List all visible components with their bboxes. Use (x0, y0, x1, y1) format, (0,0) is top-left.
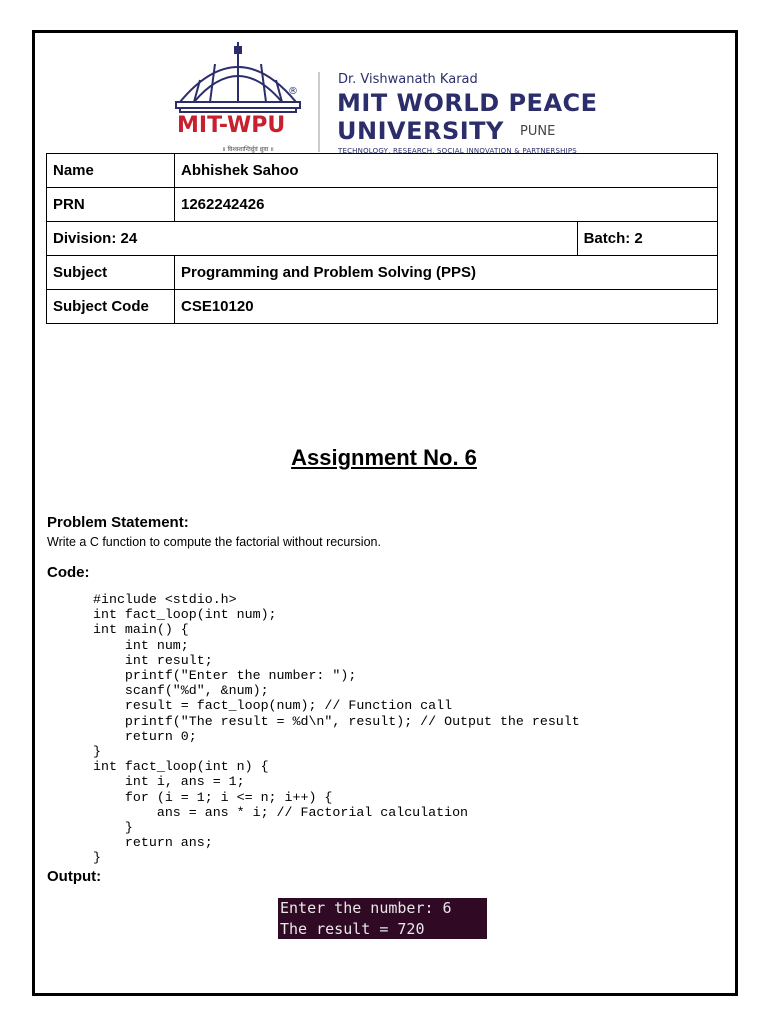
university-name-line2: UNIVERSITY (337, 117, 504, 145)
batch-cell: Batch: 2 (577, 222, 717, 256)
division-cell: Division: 24 (47, 222, 578, 256)
university-city: PUNE (520, 124, 556, 139)
subject-label: Subject (47, 256, 175, 290)
name-value: Abhishek Sahoo (175, 154, 718, 188)
problem-statement-text: Write a C function to compute the factorial without recursion. (47, 535, 381, 549)
output-label: Output: (47, 868, 102, 885)
terminal-line-2: The result = 720 (280, 919, 425, 938)
subject-value: Programming and Problem Solving (PPS) (175, 256, 718, 290)
table-row-prn (47, 188, 718, 222)
university-name-line1: MIT WORLD PEACE (337, 89, 598, 117)
logo-motto: ॥ विश्वशान्तिर्ध्रुवं ध्रुवा ॥ (222, 146, 274, 153)
table-row-subject-code (47, 290, 718, 324)
logo-wordmark: MIT-WPU (177, 113, 286, 138)
terminal-output (278, 898, 487, 939)
prn-value: 1262242426 (175, 188, 718, 222)
table-row-subject (47, 256, 718, 290)
registered-mark: ® (288, 86, 298, 97)
terminal-line-1: Enter the number: 6 (280, 899, 452, 917)
subject-code-label: Subject Code (47, 290, 175, 324)
university-founder: Dr. Vishwanath Karad (338, 72, 478, 87)
table-row-division-batch (47, 222, 718, 256)
assignment-title: Assignment No. 6 (291, 445, 477, 470)
student-info-table (46, 153, 718, 324)
university-tagline: TECHNOLOGY, RESEARCH, SOCIAL INNOVATION & PARTNERSHIPS (338, 147, 577, 155)
code-block: #include <stdio.h> int fact_loop(int num); int main() { int num; int result; printf("Enter the number: "); scanf("%d", &num); result = fact_loop(num); // Function call printf("The result = %d\n", result); // Output the result return 0; } int fact_loop(int n) { int i, ans = 1; for (i = 1; i <= n; i++) { ans = ans * i; // Factorial calculation } return ans; } (93, 592, 580, 866)
subject-code-value: CSE10120 (175, 290, 718, 324)
table-row-name (47, 154, 718, 188)
problem-statement-label: Problem Statement: (47, 514, 189, 531)
prn-label: PRN (47, 188, 175, 222)
name-label: Name (47, 154, 175, 188)
code-label: Code: (47, 564, 90, 581)
